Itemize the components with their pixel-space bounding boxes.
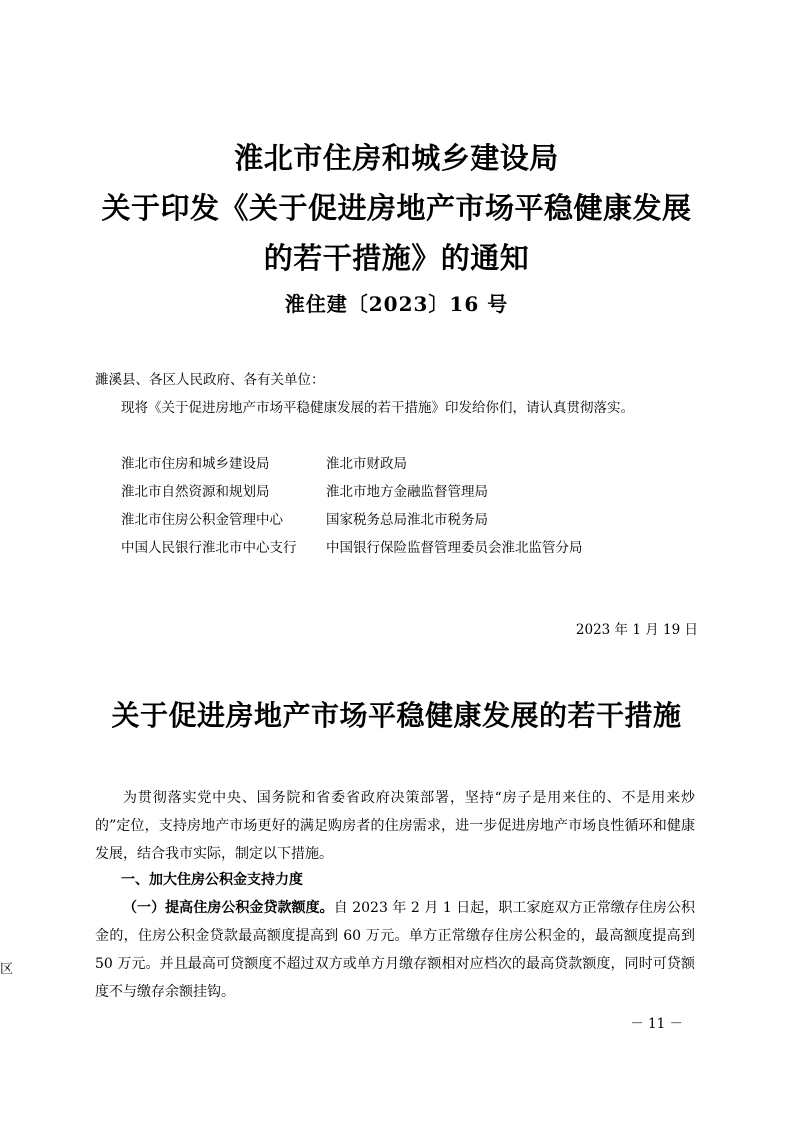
signatory-left-4: 中国人民银行淮北市中心支行 [121, 540, 297, 556]
page-number: － 11 － [630, 1016, 683, 1032]
signatory-right-3: 国家税务总局淮北市税务局 [326, 512, 488, 528]
addressee: 濉溪县、各区人民政府、各有关单位： [95, 372, 325, 388]
section-heading-1: 一、加大住房公积金支持力度 [121, 872, 303, 888]
intro-paragraph: 为贯彻落实党中央、国务院和省委省政府决策部署，坚持“房子是用来住的、不是用来炒的”定位，支持房地产市场更好的满足购房者的住房需求，进一步促进房地产市场良性循环和健康发展，结合我市实际，制定以下措施。 [95, 790, 695, 862]
signatory-right-1: 淮北市财政局 [326, 456, 407, 472]
title-line-1: 淮北市住房和城乡建设局 [234, 141, 559, 175]
item-1-text: 自 2023 年 2 月 1 日起，职工家庭双方正常缴存住房公积金的，住房公积金贷款最高额度提高到 60 万元。单方正常缴存住房公积金的，最高额度提高到 50 万元。并且最高可贷额度不超过双方或单方月缴存额相对应档次的最高贷款额度，同时可贷额度不与缴存余额挂钩。 [95, 900, 695, 1000]
document-number: 淮住建〔2023〕16 号 [284, 292, 509, 316]
signatory-right-2: 淮北市地方金融监督管理局 [326, 484, 488, 500]
signatory-right-4: 中国银行保险监督管理委员会淮北监管分局 [326, 540, 583, 556]
title-line-2: 关于印发《关于促进房地产市场平稳健康发展 [101, 191, 692, 225]
issue-date: 2023 年 1 月 19 日 [575, 622, 698, 638]
signatory-left-2: 淮北市自然资源和规划局 [121, 484, 270, 500]
edge-mark: 区 [0, 962, 14, 977]
notice-body: 现将《关于促进房地产市场平稳健康发展的若干措施》印发给你们，请认真贯彻落实。 [121, 400, 634, 416]
title-line-3: 的若干措施》的通知 [263, 241, 530, 275]
signatory-left-3: 淮北市住房公积金管理中心 [121, 512, 283, 528]
signatory-left-1: 淮北市住房和城乡建设局 [121, 456, 270, 472]
item-1-label: （一）提高住房公积金贷款额度。 [123, 900, 334, 916]
attachment-title: 关于促进房地产市场平稳健康发展的若干措施 [111, 699, 682, 732]
item-1-paragraph [95, 894, 695, 1006]
